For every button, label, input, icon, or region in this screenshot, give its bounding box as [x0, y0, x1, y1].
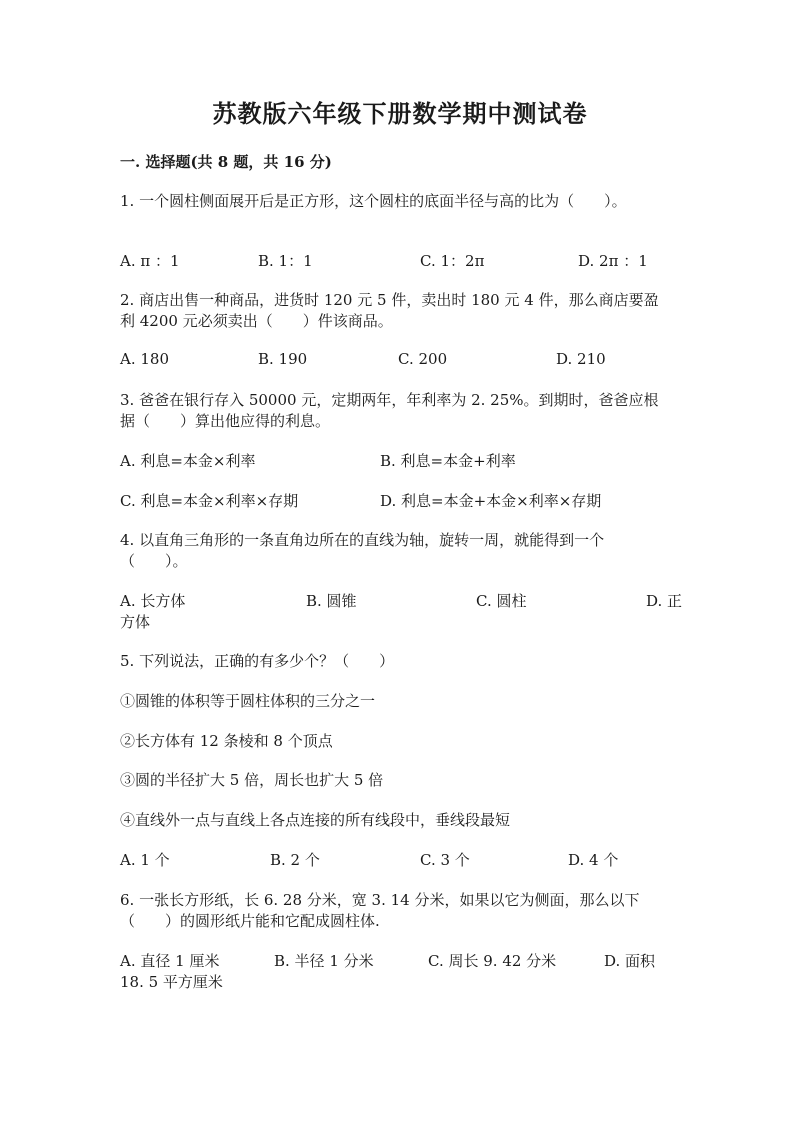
- question-6-text-line-1: 6. 一张长方形纸，长 6. 28 分米，宽 3. 14 分米，如果以它为侧面，那么以下: [120, 891, 640, 909]
- question-4-option-b: B. 圆锥: [306, 592, 357, 610]
- question-5-option-d: D. 4 个: [568, 851, 619, 869]
- question-4-option-c: C. 圆柱: [476, 592, 527, 610]
- question-1-option-d: D. 2π ：1: [578, 252, 648, 270]
- question-5-statement-2: ②长方体有 12 条棱和 8 个顶点: [120, 732, 333, 750]
- question-2-option-d: D. 210: [556, 350, 606, 368]
- question-5-statement-1: ①圆锥的体积等于圆柱体积的三分之一: [120, 692, 376, 710]
- question-4-text-line-2: （ ）。: [120, 552, 188, 570]
- question-3-option-d: D. 利息=本金+本金×利率×存期: [380, 492, 602, 510]
- question-3-option-b: B. 利息=本金+利率: [380, 452, 516, 470]
- question-3-text-line-2: 据（ ）算出他应得的利息。: [120, 412, 331, 430]
- question-3-option-a: A. 利息=本金×利率: [120, 452, 256, 470]
- question-1-option-b: B. 1：1: [258, 252, 313, 270]
- question-5-statement-3: ③圆的半径扩大 5 倍，周长也扩大 5 倍: [120, 771, 384, 789]
- question-4-option-a: A. 长方体: [120, 592, 186, 610]
- question-1-option-a: A. π ：1: [120, 252, 180, 270]
- question-5-option-a: A. 1 个: [120, 851, 170, 869]
- question-6-option-d: D. 面积: [604, 952, 656, 970]
- question-6-option-d-wrap: 18. 5 平方厘米: [120, 973, 223, 991]
- question-4-text-line-1: 4. 以直角三角形的一条直角边所在的直线为轴，旋转一周，就能得到一个: [120, 531, 605, 549]
- question-6-text-line-2: （ ）的圆形纸片能和它配成圆柱体.: [120, 912, 380, 930]
- question-2-option-c: C. 200: [398, 350, 448, 368]
- question-4-option-d: D. 正: [646, 592, 683, 610]
- question-6-option-b: B. 半径 1 分米: [274, 952, 374, 970]
- question-2-option-a: A. 180: [120, 350, 169, 368]
- question-1-text: 1. 一个圆柱侧面展开后是正方形，这个圆柱的底面半径与高的比为（ ）。: [120, 192, 627, 210]
- question-4-option-d-wrap: 方体: [120, 613, 151, 631]
- question-5-statement-4: ④直线外一点与直线上各点连接的所有线段中，垂线段最短: [120, 811, 511, 829]
- question-2-text-line-1: 2. 商店出售一种商品，进货时 120 元 5 件，卖出时 180 元 4 件，那么商店要盈: [120, 291, 659, 309]
- page-title: 苏教版六年级下册数学期中测试卷: [212, 99, 588, 128]
- question-5-option-b: B. 2 个: [270, 851, 320, 869]
- question-3-option-c: C. 利息=本金×利率×存期: [120, 492, 299, 510]
- section-heading: 一. 选择题(共 8 题，共 16 分): [120, 153, 332, 171]
- question-2-option-b: B. 190: [258, 350, 308, 368]
- question-6-option-c: C. 周长 9. 42 分米: [428, 952, 557, 970]
- question-6-option-a: A. 直径 1 厘米: [120, 952, 220, 970]
- question-2-text-line-2: 利 4200 元必须卖出（ ）件该商品。: [120, 312, 393, 330]
- question-3-text-line-1: 3. 爸爸在银行存入 50000 元，定期两年，年利率为 2. 25%。到期时，爸爸应根: [120, 391, 659, 409]
- question-5-option-c: C. 3 个: [420, 851, 470, 869]
- question-5-text: 5. 下列说法，正确的有多少个？（ ）: [120, 652, 395, 670]
- question-1-option-c: C. 1：2π: [420, 252, 485, 270]
